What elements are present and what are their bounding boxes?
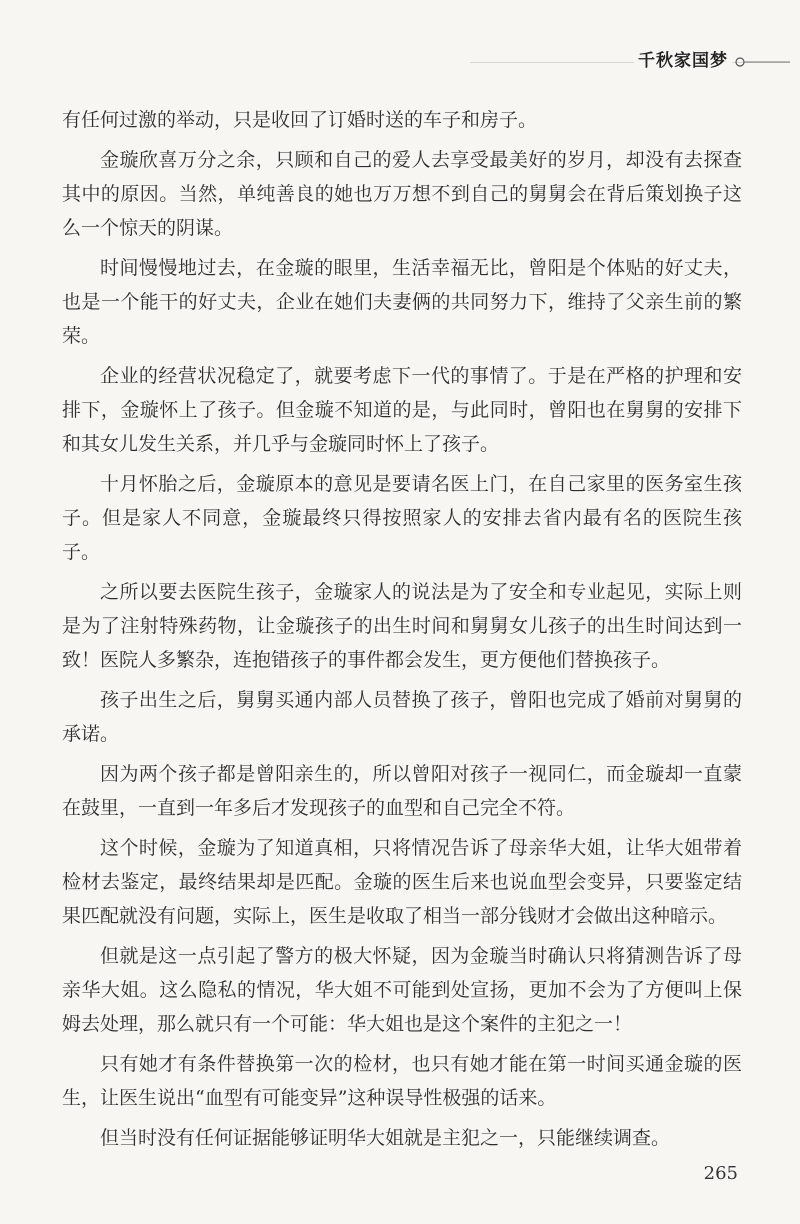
page-body bbox=[62, 103, 742, 1161]
paragraph: 十月怀胎之后，金璇原本的意见是要请名医上门，在自己家里的医务室生孩子。但是家人不同意，金璇最终只得按照家人的安排去省内最有名的医院生孩子。 bbox=[62, 473, 742, 563]
paragraph: 孩子出生之后，舅舅买通内部人员替换了孩子，曾阳也完成了婚前对舅舅的承诺。 bbox=[62, 689, 742, 745]
paragraph: 企业的经营状况稳定了，就要考虑下一代的事情了。于是在严格的护理和安排下，金璇怀上了孩子。但金璇不知道的是，与此同时，曾阳也在舅舅的安排下和其女儿发生关系，并几乎与金璇同时怀上了孩子。 bbox=[62, 365, 742, 455]
paragraph: 这个时候，金璇为了知道真相，只将情况告诉了母亲华大姐，让华大姐带着检材去鉴定，最终结果却是匹配。金璇的医生后来也说血型会变异，只要鉴定结果匹配就没有问题，实际上，医生是收取了相当一部分钱财才会做出这种暗示。 bbox=[62, 837, 742, 927]
paragraph: 之所以要去医院生孩子，金璇家人的说法是为了安全和专业起见，实际上则是为了注射特殊药物，让金璇孩子的出生时间和舅舅女儿孩子的出生时间达到一致！医院人多繁杂，连抱错孩子的事件都会发生，更方便他们替换孩子。 bbox=[62, 581, 742, 671]
paragraph: 时间慢慢地过去，在金璇的眼里，生活幸福无比，曾阳是个体贴的好丈夫，也是一个能干的好丈夫，企业在她们夫妻俩的共同努力下，维持了父亲生前的繁荣。 bbox=[62, 257, 742, 347]
paragraph: 有任何过激的举动，只是收回了订婚时送的车子和房子。 bbox=[62, 109, 538, 131]
paragraph: 金璇欣喜万分之余，只顾和自己的爱人去享受最美好的岁月，却没有去探查其中的原因。当然，单纯善良的她也万万想不到自己的舅舅会在背后策划换子这么一个惊天的阴谋。 bbox=[62, 149, 742, 239]
paragraph: 因为两个孩子都是曾阳亲生的，所以曾阳对孩子一视同仁，而金璇却一直蒙在鼓里，一直到一年多后才发现孩子的血型和自己完全不符。 bbox=[62, 763, 742, 819]
running-header bbox=[470, 40, 790, 80]
paragraph: 只有她才有条件替换第一次的检材，也只有她才能在第一时间买通金璇的医生，让医生说出“血型有可能变异”这种误导性极强的话来。 bbox=[62, 1053, 742, 1109]
ornament-icon bbox=[734, 55, 790, 69]
page-number: 265 bbox=[703, 1163, 738, 1184]
paragraph: 但当时没有任何证据能够证明华大姐就是主犯之一，只能继续调查。 bbox=[100, 1127, 671, 1149]
paragraph: 但就是这一点引起了警方的极大怀疑，因为金璇当时确认只将猜测告诉了母亲华大姐。这么隐私的情况，华大姐不可能到处宣扬，更加不会为了方便叫上保姆去处理，那么就只有一个可能：华大姐也是这个案件的主犯之一！ bbox=[62, 945, 742, 1035]
book-title: 千秋家国梦 bbox=[634, 46, 732, 71]
